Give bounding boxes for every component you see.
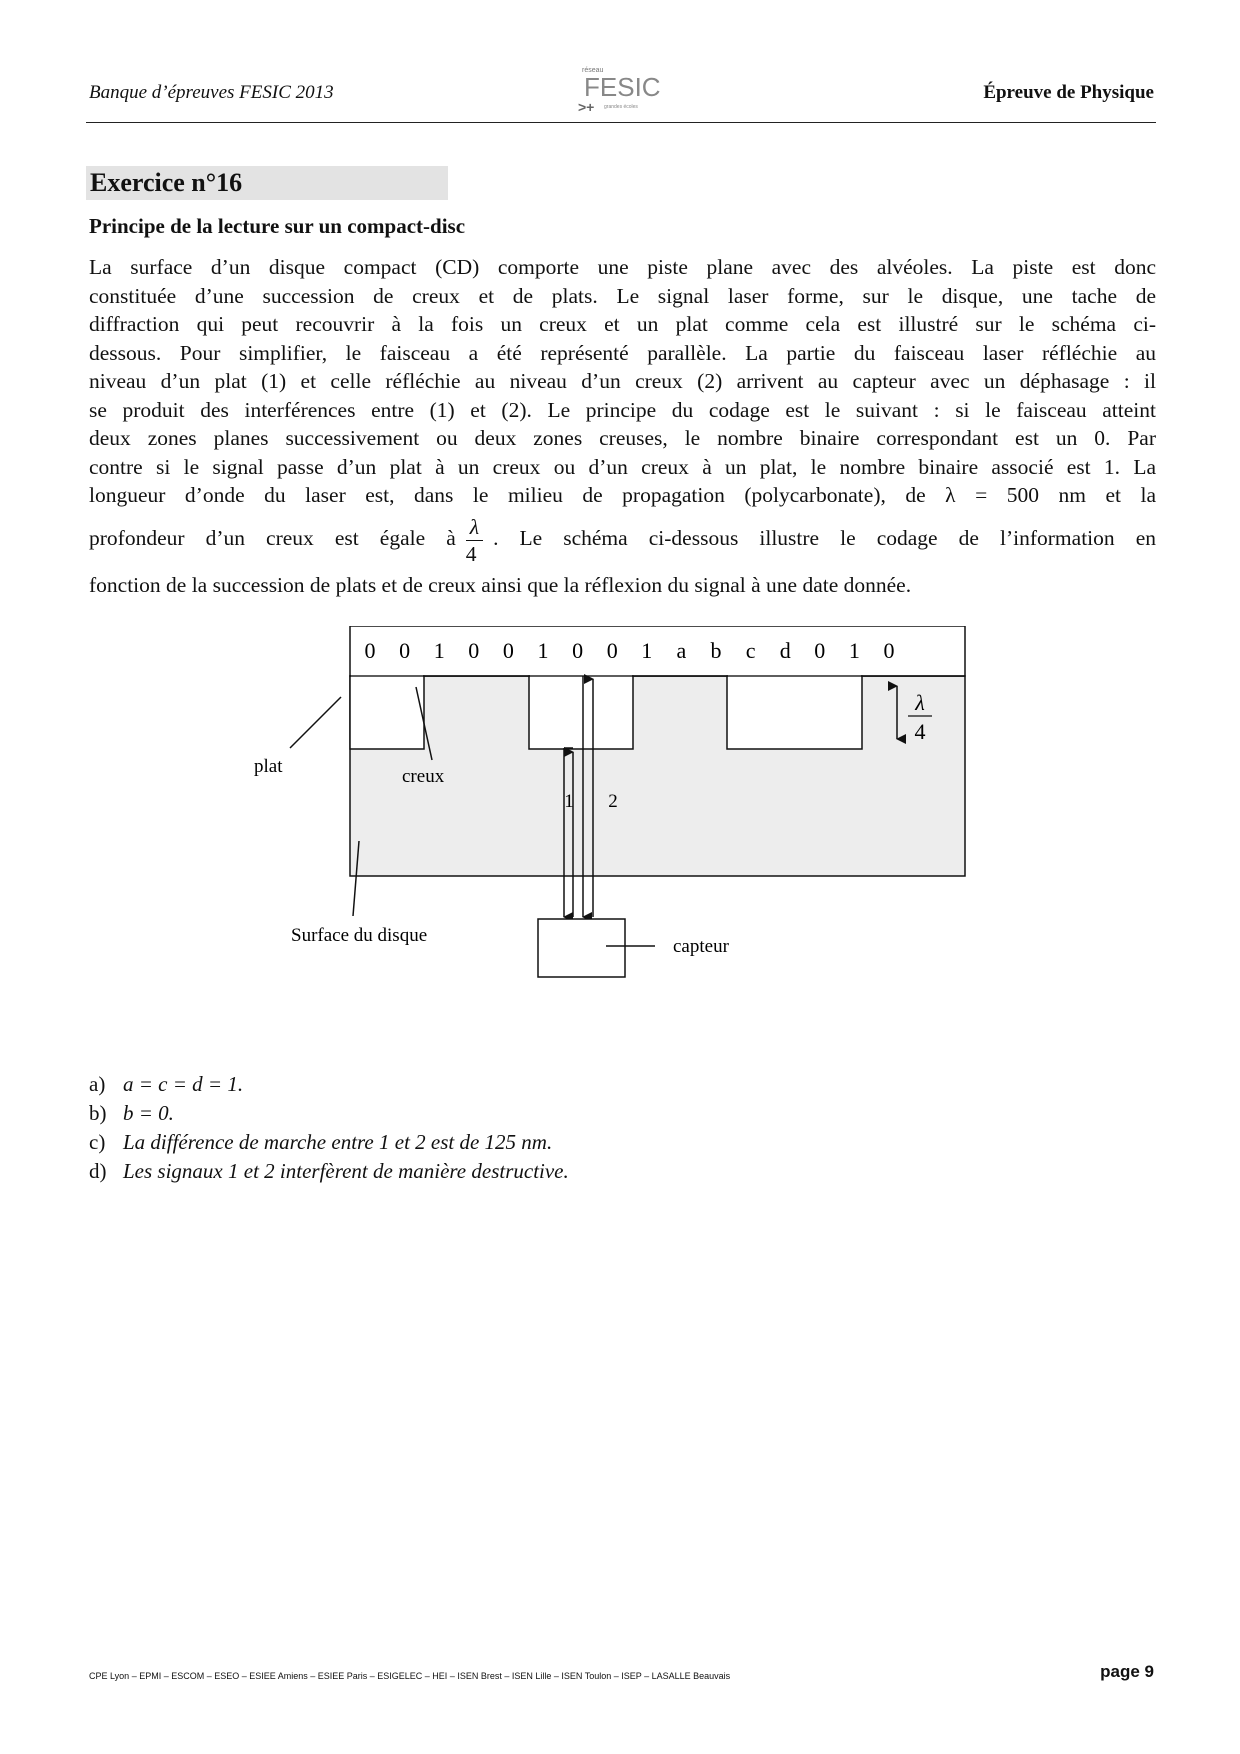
bit-value: 1 [848, 638, 860, 663]
fraction-denominator: 4 [465, 541, 477, 566]
answer-item[interactable] [89, 1099, 569, 1128]
fesic-logo [574, 62, 670, 118]
paragraph-line: diffraction qui peut recouvrir à la fois un creux et un plat comme cela est illustré sur le schéma ci- [89, 312, 1156, 336]
bit-value: a [676, 638, 687, 663]
bit-value: 0 [814, 638, 826, 663]
beam-1-label: 1 [564, 791, 574, 812]
answer-item[interactable] [89, 1128, 569, 1157]
answer-text: Les signaux 1 et 2 interfèrent de manière destructive. [123, 1159, 569, 1183]
answer-label: d) [89, 1159, 107, 1183]
bit-value: b [710, 638, 722, 663]
lambda-over-4-fraction [466, 514, 483, 567]
page-number: page 9 [1100, 1662, 1154, 1681]
beam-2-label: 2 [608, 791, 618, 812]
depth-text-after: . Le schéma ci-dessous illustre le codage de l’information en [493, 526, 1156, 550]
bit-value: 0 [572, 638, 584, 663]
paragraph-line: fonction de la succession de plats et de creux ainsi que la réflexion du signal à une date donnée. [89, 573, 912, 597]
header-subject: Épreuve de Physique [983, 82, 1154, 103]
bit-value: 0 [883, 638, 895, 663]
paragraph-line: contre si le signal passe d’un plat à un creux ou d’un creux à un plat, le nombre binaire associé est 1. La [89, 454, 1156, 479]
bit-value: 0 [399, 638, 411, 663]
detector-box [538, 919, 625, 977]
answer-text: b = 0. [123, 1101, 174, 1125]
paragraph-line: niveau d’un plat (1) et celle réfléchie au niveau d’un creux (2) arrivent au capteur avec un déphasage : il [89, 369, 1156, 393]
bit-value: 1 [641, 638, 653, 663]
answer-text: a = c = d = 1. [123, 1072, 244, 1096]
disc-pit [350, 676, 424, 749]
bit-value: c [745, 638, 756, 663]
logo-tag: grandes écoles [604, 104, 638, 110]
creux-label: creux [402, 766, 445, 787]
answer-text: La différence de marche entre 1 et 2 est de 125 nm. [123, 1130, 553, 1154]
fraction-numerator: λ [466, 514, 483, 541]
exercise-subtitle: Principe de la lecture sur un compact-disc [89, 214, 466, 238]
depth-text-before: profondeur d’un creux est égale à [89, 526, 456, 550]
cd-reading-diagram [250, 626, 990, 1046]
depth-label-den: 4 [914, 719, 926, 744]
paragraph-depth-line [89, 512, 1156, 567]
paragraph-line: deux zones planes successivement ou deux zones creuses, le nombre binaire correspondant est un 0. Par [89, 426, 1156, 450]
paragraph-line: se produit des interférences entre (1) et (2). Le principe du codage est le suivant : si le faisceau atteint [89, 397, 1156, 422]
answers-list [89, 1070, 569, 1186]
logo-symbol: >+ [578, 99, 595, 115]
answer-label: c) [89, 1130, 106, 1154]
logo-small-text: réseau [582, 67, 604, 74]
exercise-title: Exercice n°16 [86, 166, 448, 200]
detector-label: capteur [673, 936, 729, 957]
plat-pointer [290, 697, 341, 748]
header-rule [86, 122, 1156, 123]
answer-item[interactable] [89, 1157, 569, 1186]
paragraph-line: La surface d’un disque compact (CD) comporte une piste plane avec des alvéoles. La piste est donc [89, 255, 1156, 279]
surface-label: Surface du disque [291, 925, 428, 946]
bit-value: 0 [606, 638, 618, 663]
disc-pit [727, 676, 862, 749]
bit-value: 0 [364, 638, 376, 663]
header-title: Banque d’épreuves FESIC 2013 [89, 82, 334, 103]
answer-label: a) [89, 1072, 106, 1096]
logo-text: FESIC [584, 72, 661, 102]
bit-value: 0 [502, 638, 514, 663]
bit-value: 1 [433, 638, 445, 663]
footer-schools: CPE Lyon – EPMI – ESCOM – ESEO – ESIEE Amiens – ESIEE Paris – ESIGELEC – HEI – ISEN Brest – ISEN Lille – ISEN Toulon – ISEP – LASALLE Beauvais [89, 1671, 731, 1681]
plat-label: plat [254, 756, 283, 777]
disc-pit [529, 676, 633, 749]
paragraph-line: dessous. Pour simplifier, le faisceau a été représenté parallèle. La partie du faisceau laser réfléchie au [89, 340, 1156, 365]
paragraph-line: longueur d’onde du laser est, dans le milieu de propagation (polycarbonate), de λ = 500 nm et la [89, 483, 1156, 507]
bit-value: 1 [537, 638, 549, 663]
depth-label-num: λ [915, 690, 925, 715]
answer-label: b) [89, 1101, 107, 1125]
bit-value: d [779, 638, 791, 663]
paragraph-line: constituée d’une succession de creux et de plats. Le signal laser forme, sur le disque, une tache de [89, 283, 1156, 308]
answer-item[interactable] [89, 1070, 569, 1099]
bit-value: 0 [468, 638, 480, 663]
